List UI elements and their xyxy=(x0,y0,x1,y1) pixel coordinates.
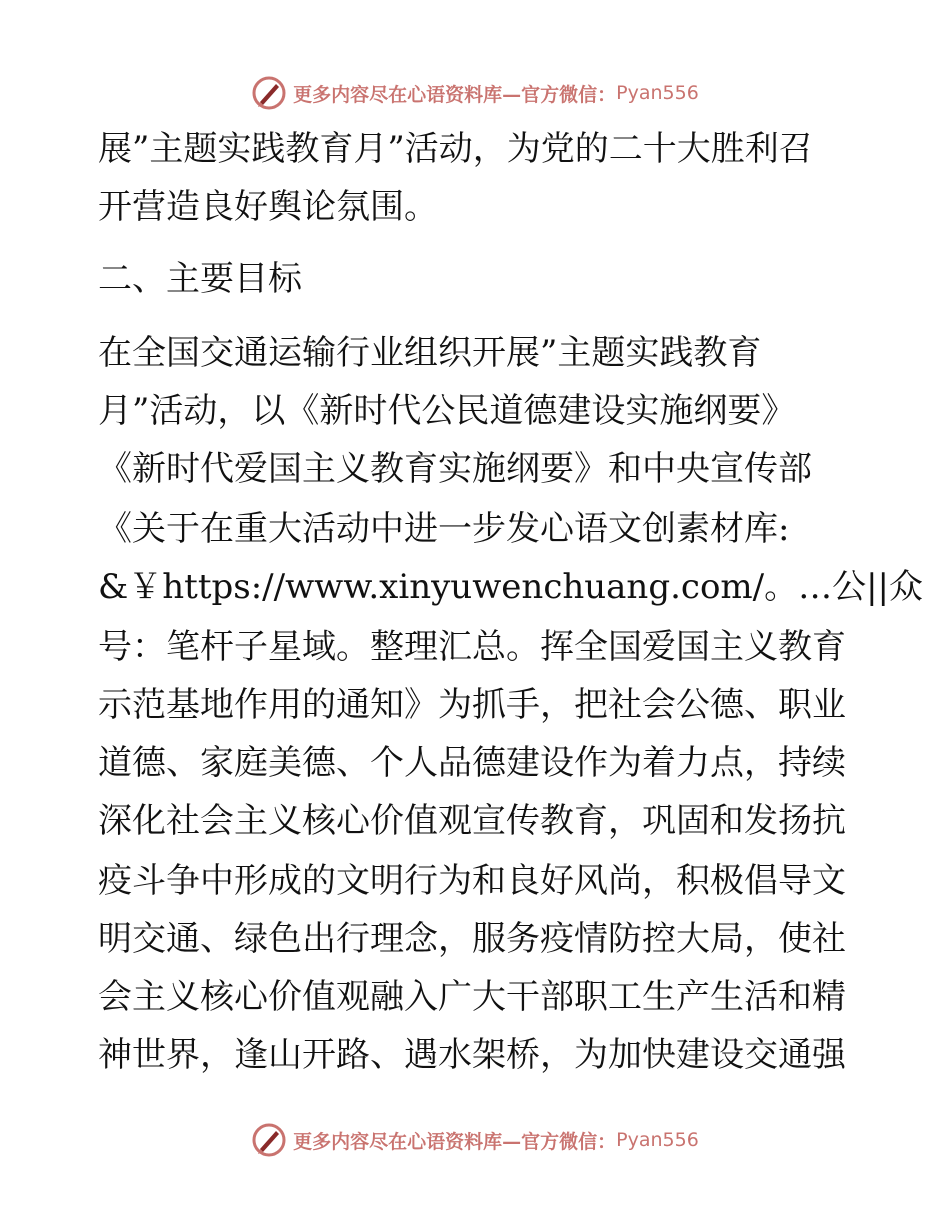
body-line: 会主义核心价值观融入广大干部职工生产生活和精 xyxy=(98,977,846,1017)
body-line: 展”主题实践教育月”活动，为党的二十大胜利召 xyxy=(98,129,813,169)
body-line: 《关于在重大活动中进一步发心语文创素材库: xyxy=(98,509,790,549)
body-line: 示范基地作用的通知》为抓手，把社会公德、职业 xyxy=(98,685,846,725)
footer-banner xyxy=(0,1115,950,1165)
pen-logo-icon xyxy=(251,1122,287,1158)
footer-banner-text: 更多内容尽在心语资料库—官方微信： xyxy=(293,1130,617,1153)
body-line: 神世界，逢山开路、遇水架桥，为加快建设交通强 xyxy=(98,1035,846,1075)
body-line: 道德、家庭美德、个人品德建设作为着力点，持续 xyxy=(98,743,846,783)
body-line: 月”活动，以《新时代公民道德建设实施纲要》 xyxy=(98,391,796,431)
header-banner xyxy=(0,68,950,118)
footer-banner-wechat-id: Pyan556 xyxy=(616,1129,699,1151)
body-line: 在全国交通运输行业组织开展”主题实践教育 xyxy=(98,333,762,373)
body-line: 《新时代爱国主义教育实施纲要》和中央宣传部 xyxy=(98,449,812,489)
body-line: 开营造良好舆论氛围。 xyxy=(98,187,438,227)
section-heading: 二、主要目标 xyxy=(98,259,302,299)
body-line: 深化社会主义核心价值观宣传教育，巩固和发扬抗 xyxy=(98,801,846,841)
header-banner-text: 更多内容尽在心语资料库—官方微信： xyxy=(293,83,617,106)
pen-logo-icon xyxy=(251,75,287,111)
body-line: 明交通、绿色出行理念，服务疫情防控大局，使社 xyxy=(98,919,846,959)
body-line: 疫斗争中形成的文明行为和良好风尚，积极倡导文 xyxy=(98,861,846,901)
body-line: &￥https://www.xinyuwenchuang.com/。…公||众 xyxy=(98,567,924,607)
body-line: 号：笔杆子星域。整理汇总。挥全国爱国主义教育 xyxy=(98,627,846,667)
header-banner-wechat-id: Pyan556 xyxy=(616,82,699,104)
